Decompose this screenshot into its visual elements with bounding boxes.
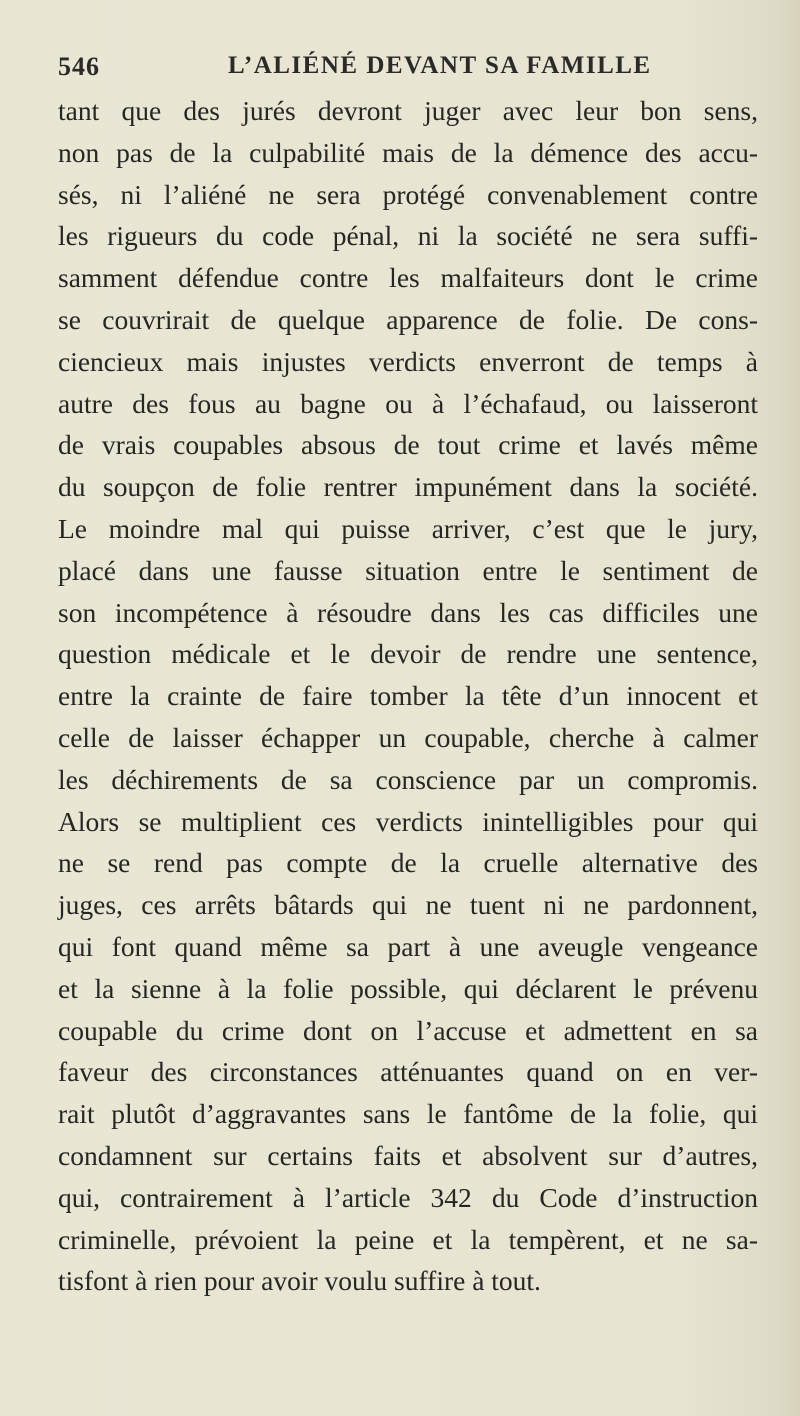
text-line: question médicale et le devoir de rendre une sentence, [58, 638, 758, 670]
text-line: samment défendue contre les malfaiteurs dont le crime [58, 262, 758, 294]
running-head: L’ALIÉNÉ DEVANT SA FAMILLE [228, 52, 652, 79]
text-line: coupable du crime dont on l’accuse et admettent en sa [58, 1014, 758, 1046]
text-line: non pas de la culpabilité mais de la démence des accu- [58, 136, 758, 168]
text-line: placé dans une fausse situation entre le sentiment de [58, 554, 758, 586]
text-line: condamnent sur certains faits et absolvent sur d’autres, [58, 1139, 758, 1171]
text-line: faveur des circonstances atténuantes quand on en ver- [58, 1056, 758, 1088]
text-line: Le moindre mal qui puisse arriver, c’est que le jury, [58, 512, 758, 544]
text-line: Alors se multiplient ces verdicts inintelligibles pour qui [58, 805, 758, 837]
text-line: ne se rend pas compte de la cruelle alternative des [58, 847, 758, 879]
text-line: ciencieux mais injustes verdicts enverront de temps à [58, 345, 758, 377]
text-line: son incompétence à résoudre dans les cas difficiles une [58, 596, 758, 628]
text-line: celle de laisser échapper un coupable, cherche à calmer [58, 721, 758, 753]
page-number: 546 [58, 52, 100, 81]
page-header [58, 52, 738, 86]
text-line: entre la crainte de faire tomber la tête d’un innocent et [58, 680, 758, 712]
text-line: de vrais coupables absous de tout crime et lavés même [58, 429, 758, 461]
body-paragraph [58, 90, 758, 1302]
text-line: juges, ces arrêts bâtards qui ne tuent ni ne pardonnent, [58, 889, 758, 921]
text-line: qui, contrairement à l’article 342 du Code d’instruction [58, 1181, 758, 1213]
text-line: criminelle, prévoient la peine et la tempèrent, et ne sa- [58, 1223, 758, 1255]
text-line: autre des fous au bagne ou à l’échafaud, ou laisseront [58, 387, 758, 419]
text-line: les rigueurs du code pénal, ni la société ne sera suffi- [58, 220, 758, 252]
text-line: sés, ni l’aliéné ne sera protégé convenablement contre [58, 178, 758, 210]
text-line: qui font quand même sa part à une aveugle vengeance [58, 930, 758, 962]
text-line: tant que des jurés devront juger avec leur bon sens, [58, 95, 758, 126]
text-line: les déchirements de sa conscience par un compromis. [58, 763, 758, 795]
text-line: se couvrirait de quelque apparence de folie. De cons- [58, 303, 758, 335]
text-line: et la sienne à la folie possible, qui déclarent le prévenu [58, 972, 758, 1004]
text-line: rait plutôt d’aggravantes sans le fantôme de la folie, qui [58, 1098, 758, 1130]
text-line: du soupçon de folie rentrer impunément dans la société. [58, 471, 758, 503]
text-line: tisfont à rien pour avoir voulu suffire à tout. [58, 1265, 541, 1297]
